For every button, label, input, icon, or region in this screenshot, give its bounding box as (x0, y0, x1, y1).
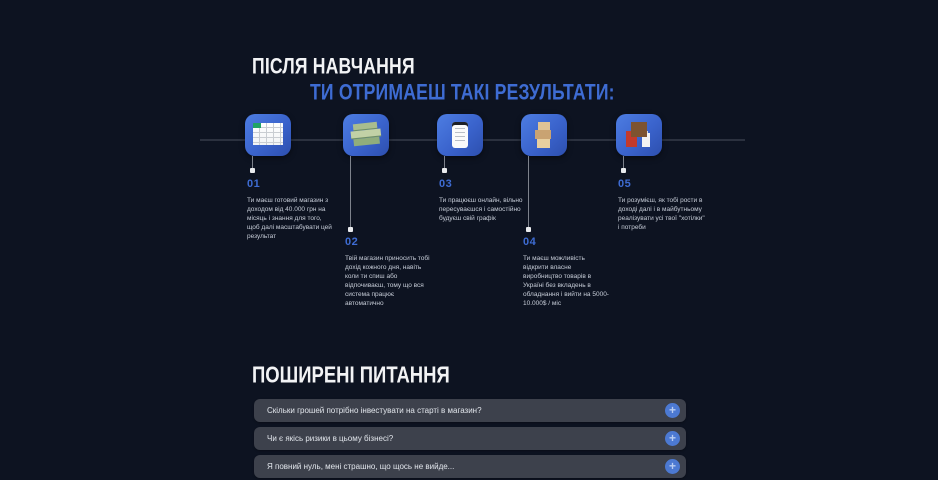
connector-dot (250, 168, 255, 173)
connector-dot (526, 227, 531, 232)
icon-tile (245, 114, 291, 156)
faq-question: Скільки грошей потрібно інвестувати на старті в магазин? (267, 406, 482, 415)
icon-tile (616, 114, 662, 156)
connector-line (350, 156, 351, 229)
plus-icon[interactable]: + (665, 459, 680, 474)
step-description: Ти розумієш, як тобі рости в доході далі і в майбутньому реалізувати усі твої "хотілки" і потреби (618, 197, 705, 232)
phone-invoice-icon (452, 122, 468, 148)
spreadsheet-icon (253, 122, 283, 148)
step-number: 01 (247, 178, 261, 190)
page-header (252, 56, 656, 105)
step-description: Твій магазин приносить тобі дохід кожного дня, навіть коли ти спиш або відпочиваєш, тому що вся система працює автоматично (345, 255, 430, 308)
timeline-item (437, 114, 529, 223)
step-number: 05 (618, 178, 632, 190)
products-icon (624, 122, 654, 148)
timeline-item (616, 114, 708, 232)
connector-dot (442, 168, 447, 173)
faq-question: Чи є якісь ризики в цьому бізнесі? (267, 434, 394, 443)
faq-question: Я повний нуль, мені страшно, що щось не вийде... (267, 462, 455, 471)
step-number: 03 (439, 178, 453, 190)
faq-title: ПОШИРЕНІ ПИТАННЯ (252, 362, 450, 389)
timeline-item (521, 114, 613, 308)
money-stack-icon (350, 121, 383, 150)
faq-item[interactable] (254, 455, 686, 478)
boxes-icon (529, 122, 559, 148)
icon-tile (343, 114, 389, 156)
timeline-item (343, 114, 435, 308)
connector-line (528, 156, 529, 229)
step-description: Ти маєш готовий магазин з доходом від 40.000 грн на місяць і знання для того, щоб далі масштабувати цей результат (247, 197, 332, 241)
step-description: Ти маєш можливість відкрити власне виробництво товарів в Україні без вкладень в обладнання і вийти на 5000-10.000$ / міс (523, 255, 609, 308)
step-number: 02 (345, 236, 359, 248)
faq-item[interactable] (254, 399, 686, 422)
faq-item[interactable] (254, 427, 686, 450)
timeline-item (245, 114, 337, 241)
plus-icon[interactable]: + (665, 431, 680, 446)
icon-tile (521, 114, 567, 156)
connector-dot (348, 227, 353, 232)
heading-line-2: ТИ ОТРИМАЕШ ТАКІ РЕЗУЛЬТАТИ: (310, 80, 615, 106)
step-number: 04 (523, 236, 537, 248)
plus-icon[interactable]: + (665, 403, 680, 418)
step-description: Ти працюєш онлайн, вільно пересуваєшся і самостійно будуєш свій графік (439, 197, 523, 223)
heading-line-1: ПІСЛЯ НАВЧАННЯ (252, 54, 415, 80)
connector-dot (621, 168, 626, 173)
icon-tile (437, 114, 483, 156)
